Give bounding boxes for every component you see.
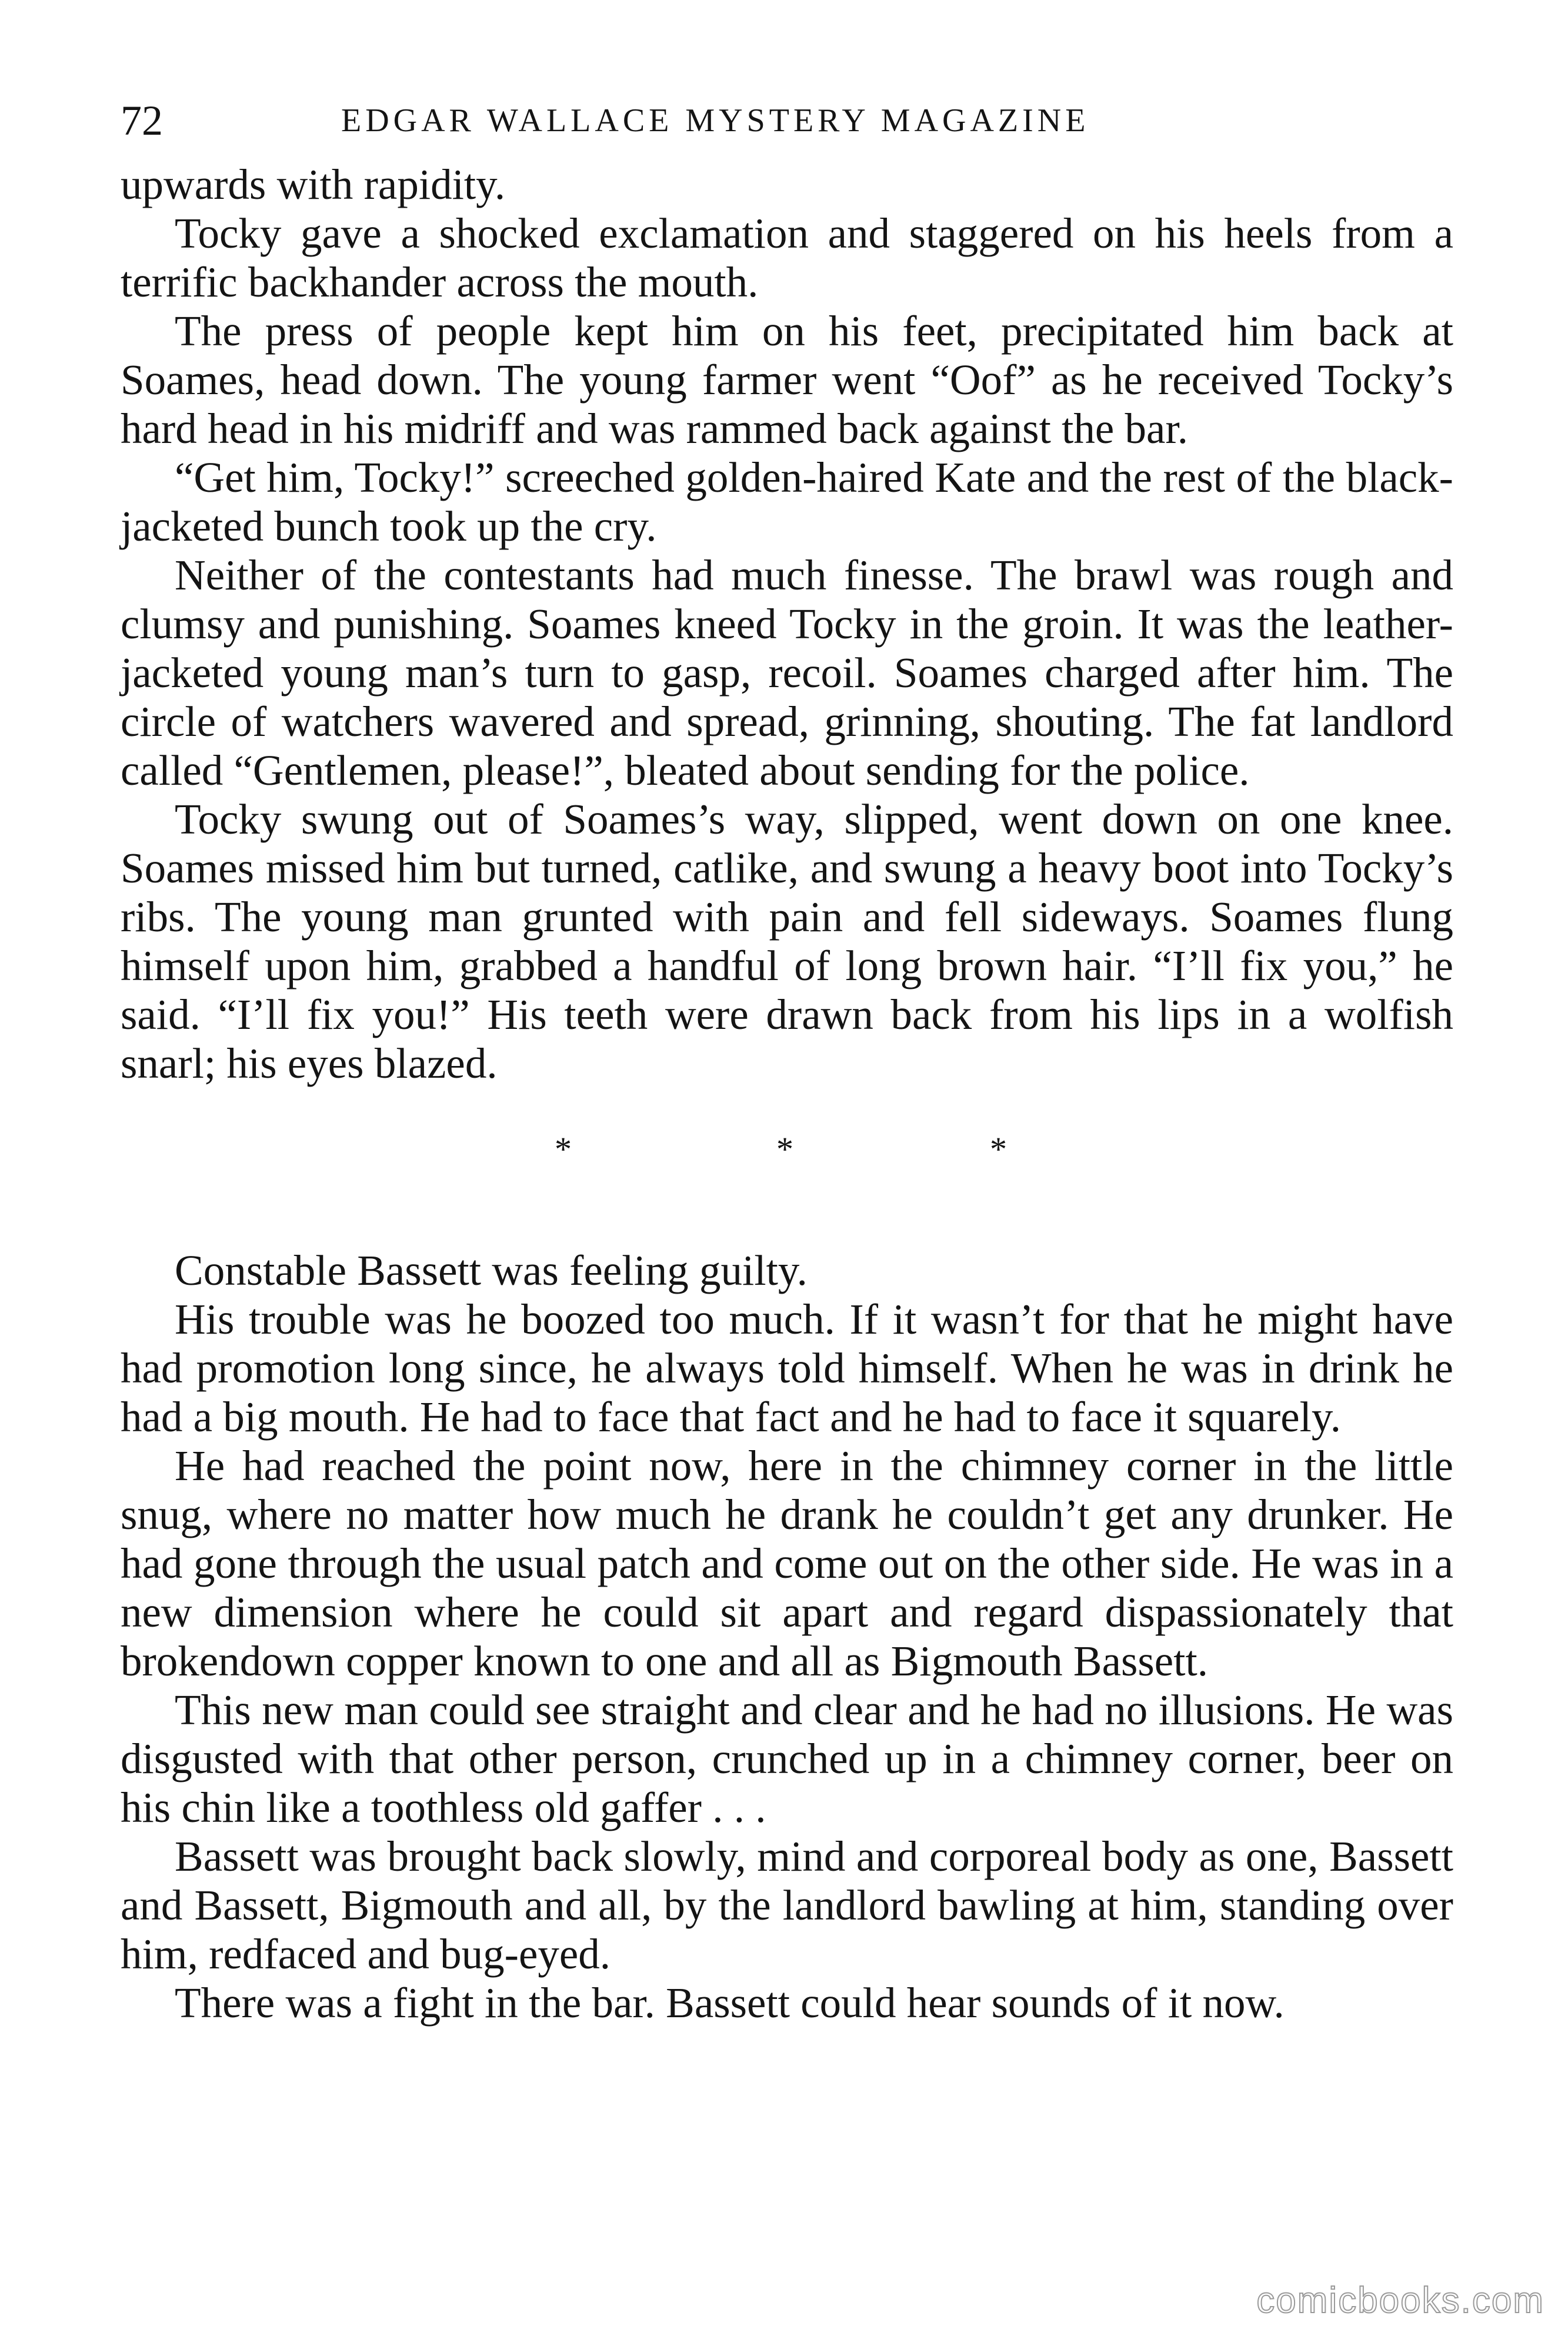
running-title: EDGAR WALLACE MYSTERY MAGAZINE <box>341 102 1090 139</box>
paragraph: Bassett was brought back slowly, mind and corporeal body as one, Bassett and Bassett, Bigmouth and all, by the landlord bawling at him, standing over him, redfaced and bug-eyed. <box>121 1832 1453 1978</box>
paragraph: Neither of the contestants had much finesse. The brawl was rough and clumsy and punishing. Soames kneed Tocky in the groin. It was the leather-jacketed young man’s turn to gasp, recoil. Soames charged after him. The circle of watchers wavered and spread, grinning, shouting. The fat landlord called “Gentlemen, please!”, bleated about sending for the police. <box>121 551 1453 794</box>
page-header <box>121 88 1473 153</box>
paragraph: Tocky gave a shocked exclamation and staggered on his heels from a terrific backhander across the mouth. <box>121 209 1453 306</box>
section-break <box>121 1088 1453 1246</box>
paragraph: upwards with rapidity. <box>121 161 506 208</box>
section-break-star: * <box>990 1130 1007 1168</box>
page-number: 72 <box>121 97 163 144</box>
paragraph: He had reached the point now, here in the chimney corner in the little snug, where no matter how much he drank he couldn’t get any drunker. He had gone through the usual patch and come out on the other side. He was in a new dimension where he could sit apart and regard dispassionately that brokendown copper known to one and all as Bigmouth Bassett. <box>121 1442 1453 1685</box>
paragraph: “Get him, Tocky!” screeched golden-haired Kate and the rest of the black-jacketed bunch took up the cry. <box>121 454 1453 550</box>
section-break-star: * <box>555 1130 572 1168</box>
paragraph: This new man could see straight and clear and he had no illusions. He was disgusted with that other person, crunched up in a chimney corner, beer on his chin like a toothless old gaffer . . . <box>121 1686 1453 1831</box>
paragraph: Tocky swung out of Soames’s way, slipped, went down on one knee. Soames missed him but turned, catlike, and swung a heavy boot into Tocky’s ribs. The young man grunted with pain and fell sideways. Soames flung himself upon him, grabbed a handful of long brown hair. “I’ll fix you,” he said. “I’ll fix you!” His teeth were drawn back from his lips in a wolfish snarl; his eyes blazed. <box>121 795 1453 1087</box>
paragraph: His trouble was he boozed too much. If it wasn’t for that he might have had promotion long since, he always told himself. When he was in drink he had a big mouth. He had to face that fact and he had to face it squarely. <box>121 1295 1453 1441</box>
watermark: comicbooks.com <box>1256 2280 1544 2321</box>
section-break-star: * <box>776 1130 793 1168</box>
paragraph: The press of people kept him on his feet, precipitated him back at Soames, head down. The young farmer went “Oof” as he received Tocky’s hard head in his midriff and was rammed back against the bar. <box>121 307 1453 452</box>
paragraph: Constable Bassett was feeling guilty. <box>175 1247 808 1294</box>
paragraph: There was a fight in the bar. Bassett could hear sounds of it now. <box>175 1979 1285 2027</box>
story-text <box>121 160 1453 2027</box>
